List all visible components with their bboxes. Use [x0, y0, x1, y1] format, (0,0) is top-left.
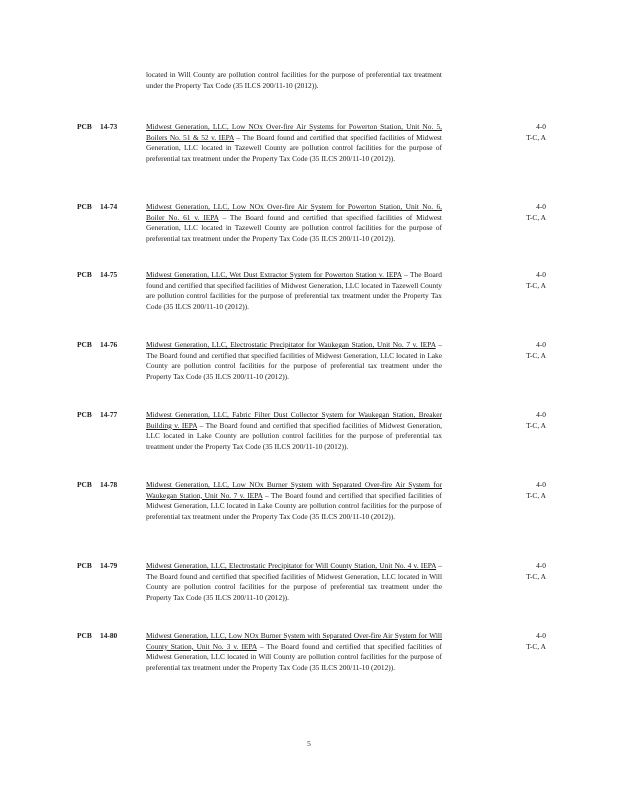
case-prefix: PCB	[77, 561, 92, 570]
case-title: Midwest Generation, LLC, Wet Dust Extractor System for Powerton Station v. IEPA	[146, 270, 402, 279]
vote-type: T-C, A	[526, 420, 546, 430]
vote-type: T-C, A	[526, 641, 546, 651]
case-body: – The Board found and certified that specified facilities of Midwest Generation, LLC located in Will County are pollution control facilities for the purpose of preferential tax treatment under the Property Tax Code (35 ILCS 200/11-10 (2012)).	[146, 641, 442, 672]
case-vote	[510, 410, 546, 431]
case-body: – The Board found and certified that specified facilities of Midwest Generation, LLC located in Tazewell County are pollution control facilities for the purpose of preferential tax treatment under the Property Tax Code (35 ILCS 200/11-10 (2012)).	[146, 212, 442, 243]
case-description	[146, 480, 442, 522]
vote-count: 4-0	[536, 122, 546, 131]
case-prefix: PCB	[77, 270, 92, 279]
case-vote	[510, 122, 546, 143]
vote-count: 4-0	[536, 270, 546, 279]
case-number: 14-73	[100, 122, 118, 131]
case-title: Midwest Generation, LLC, Low NOx Over-fire Air System for Powerton Station, Unit No. 6, Boiler No. 61 v. IEPA	[146, 202, 442, 222]
page-number: 5	[307, 739, 311, 748]
case-prefix: PCB	[77, 631, 92, 640]
case-description	[146, 561, 442, 603]
case-body: – The Board found and certified that specified facilities of Midwest Generation, LLC located in Will County are pollution control facilities for the purpose of preferential tax treatment under the Property Tax Code (35 ILCS 200/11-10 (2012)).	[146, 561, 443, 602]
vote-count: 4-0	[536, 202, 546, 211]
vote-count: 4-0	[536, 410, 546, 419]
case-body: – The Board found and certified that specified facilities of Midwest Generation, LLC located in Lake County are pollution control facilities for the purpose of preferential tax treatment under the Property Tax Code (35 ILCS 200/11-10 (2012)).	[146, 420, 442, 451]
case-vote	[510, 631, 546, 652]
case-title: Midwest Generation, LLC, Low NOx Burner System with Separated Over-fire Air System for Will County Station, Unit No. 3 v. IEPA	[146, 631, 442, 651]
case-title: Midwest Generation, LLC, Fabric Filter Dust Collector System for Waukegan Station, Breaker Building v. IEPA	[146, 410, 442, 430]
case-prefix: PCB	[77, 480, 92, 489]
case-vote	[510, 340, 546, 361]
case-number: 14-74	[100, 202, 118, 211]
case-body: – The Board found and certified that specified facilities of Midwest Generation, LLC located in Lake County are pollution control facilities for the purpose of preferential tax treatment under the Property Tax Code (35 ILCS 200/11-10 (2012)).	[146, 490, 442, 521]
vote-type: T-C, A	[526, 280, 546, 290]
case-number: 14-75	[100, 270, 118, 279]
case-vote	[510, 561, 546, 582]
case-body: – The Board found and certified that specified facilities of Midwest Generation, LLC located in Tazewell County are pollution control facilities for the purpose of preferential tax treatment under the Property Tax Code (35 ILCS 200/11-10 (2012)).	[146, 270, 442, 311]
case-vote	[510, 202, 546, 223]
case-vote	[510, 270, 546, 291]
case-prefix: PCB	[77, 202, 92, 211]
case-prefix: PCB	[77, 122, 92, 131]
case-description	[146, 122, 442, 164]
case-number: 14-76	[100, 340, 118, 349]
case-description	[146, 340, 442, 382]
case-title: Midwest Generation, LLC, Electrostatic Precipitator for Will County Station, Unit No. 4 v. IEPA	[146, 561, 437, 570]
case-title: Midwest Generation, LLC, Electrostatic Precipitator for Waukegan Station, Unit No. 7 v. IEPA	[146, 340, 436, 349]
vote-count: 4-0	[536, 340, 546, 349]
case-number: 14-77	[100, 410, 118, 419]
vote-type: T-C, A	[526, 132, 546, 142]
case-description	[146, 270, 442, 312]
case-prefix: PCB	[77, 340, 92, 349]
vote-count: 4-0	[536, 631, 546, 640]
vote-type: T-C, A	[526, 571, 546, 581]
vote-type: T-C, A	[526, 350, 546, 360]
intro-paragraph: located in Will County are pollution control facilities for the purpose of preferential tax treatment under the Property Tax Code (35 ILCS 200/11-10 (2012)).	[146, 70, 442, 90]
vote-type: T-C, A	[526, 490, 546, 500]
vote-type: T-C, A	[526, 212, 546, 222]
case-description	[146, 631, 442, 673]
vote-count: 4-0	[536, 561, 546, 570]
vote-count: 4-0	[536, 480, 546, 489]
case-prefix: PCB	[77, 410, 92, 419]
case-title: Midwest Generation, LLC, Low NOx Burner System with Separated Over-fire Air System for Waukegan Station, Unit No. 7 v. IEPA	[146, 480, 442, 500]
case-description	[146, 202, 442, 244]
case-body: – The Board found and certified that specified facilities of Midwest Generation, LLC located in Tazewell County are pollution control facilities for the purpose of preferential tax treatment under the Property Tax Code (35 ILCS 200/11-10 (2012)).	[146, 132, 442, 163]
case-description	[146, 410, 442, 452]
case-title: Midwest Generation, LLC, Low NOx Over-fire Air Systems for Powerton Station, Unit No. 5, Boilers No. 51 & 52 v. IEPA	[146, 122, 442, 142]
case-vote	[510, 480, 546, 501]
case-number: 14-78	[100, 480, 118, 489]
case-body: – The Board found and certified that specified facilities of Midwest Generation, LLC located in Lake County are pollution control facilities for the purpose of preferential tax treatment under the Property Tax Code (35 ILCS 200/11-10 (2012)).	[146, 340, 442, 381]
case-number: 14-80	[100, 631, 118, 640]
case-number: 14-79	[100, 561, 118, 570]
